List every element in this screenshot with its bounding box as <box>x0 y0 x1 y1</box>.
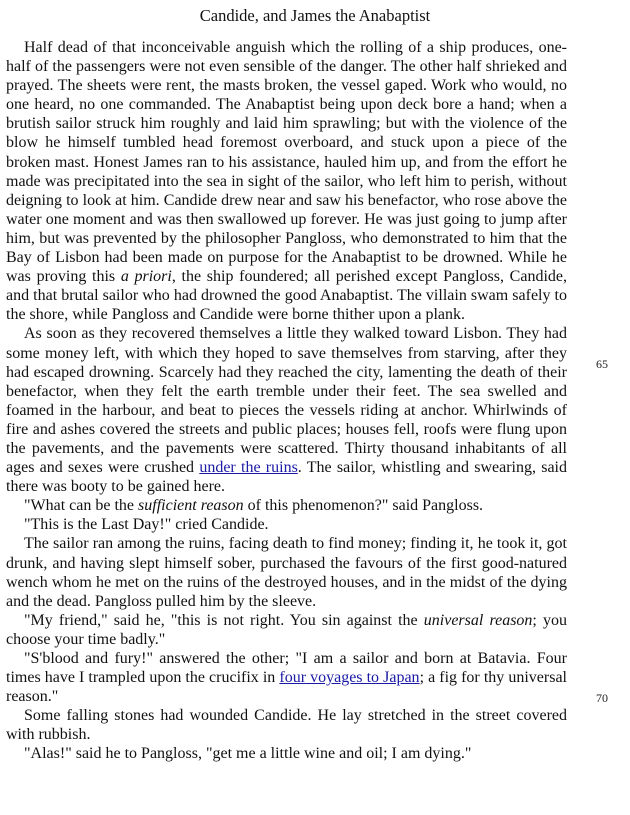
text-run: , the ship foundered; all perished except Pangloss, Candide, and that brutal sailor who had drowned the good Anabaptist. The villain swam safely to the shore, while Pangloss and Candide were borne thither upon a plank. <box>6 268 568 324</box>
text-run: of this phenomenon?" said Pangloss. <box>243 497 484 515</box>
text-run: "Alas!" said he to Pangloss, "get me a little wine and oil; I am dying." <box>24 745 472 763</box>
text-run: "What can be the <box>24 497 139 515</box>
paragraph <box>6 515 567 534</box>
under-the-ruins-link[interactable]: under the ruins <box>199 459 298 477</box>
paragraph <box>6 38 567 324</box>
text-run: Half dead of that inconceivable anguish which the rolling of a ship produces, one-half of the passengers were not even sensible of the danger. The other half shrieked and prayed. The sheets were rent, the masts broken, the vessel gaped. Work who would, no one heard, no one commanded. The Anabaptist being upon deck bore a hand; when a brutish sailor struck him roughly and laid him sprawling; but with the violence of the blow he himself tumbled head foremost overboard, and stuck upon a piece of the broken mast. Honest James ran to his assistance, hauled him up, and from the effort he made was precipitated into the sea in sight of the sailor, who left him to perish, without deigning to look at him. Candide drew near and saw his benefactor, who rose above the water one moment and was then swallowed up forever. He was just going to jump after him, but was prevented by the philosopher Pangloss, who demonstrated to him that the Bay of Lisbon had been made on purpose for the Anabaptist to be drowned. While he was proving this <box>6 39 567 286</box>
text-run: Some falling stones had wounded Candide. He lay stretched in the street covered with rubbish. <box>6 707 567 744</box>
body-text <box>6 38 567 764</box>
text-run: As soon as they recovered themselves a little they walked toward Lisbon. They had some money left, with which they hoped to save themselves from starving, after they had escaped drowning. Scarcely had they reached the city, lamenting the death of their benefactor, when they felt the earth tremble under their feet. The sea swelled and foamed in the harbour, and beat to pieces the vessels riding at anchor. Whirlwinds of fire and ashes covered the streets and public places; houses fell, roofs were flung upon the pavements, and the pavements were scattered. Thirty thousand inhabitants of all ages and sexes were crushed <box>6 325 567 477</box>
paragraph <box>6 649 567 706</box>
paragraph <box>6 324 567 496</box>
paragraph <box>6 744 567 763</box>
running-title: Candide, and James the Anabaptist <box>199 6 431 25</box>
line-number-65: 65 <box>596 357 608 371</box>
text-run: The sailor ran among the ruins, facing death to find money; finding it, he took it, got drunk, and having slept himself sober, purchased the favours of the first good-natured wench whom he met on the ruins of the destroyed houses, and in the midst of the dying and the dead. Pangloss pulled him by the sleeve. <box>6 535 567 610</box>
paragraph <box>6 534 567 610</box>
text-run: "This is the Last Day!" cried Candide. <box>24 516 269 534</box>
paragraph <box>6 496 567 515</box>
italic-text: sufficient reason <box>138 497 244 515</box>
line-number-70: 70 <box>596 691 608 705</box>
four-voyages-to-japan-link[interactable]: four voyages to Japan <box>279 669 420 687</box>
text-run: "My friend," said he, "this is not right. You sin against the <box>24 611 424 629</box>
text-run: "S'blood and fury!" answered the other; "I am a sailor and born at Batavia. Four times have I trampled upon the crucifix in <box>6 650 567 687</box>
paragraph <box>6 706 567 744</box>
text-run: ; you choose your time badly." <box>6 611 567 648</box>
italic-text: a priori <box>120 268 172 286</box>
paragraph <box>6 611 567 649</box>
italic-text: universal reason <box>423 611 533 629</box>
text-run: ; a fig for thy universal reason." <box>6 669 567 706</box>
text-run: . The sailor, whistling and swearing, said there was booty to be gained here. <box>6 459 568 496</box>
